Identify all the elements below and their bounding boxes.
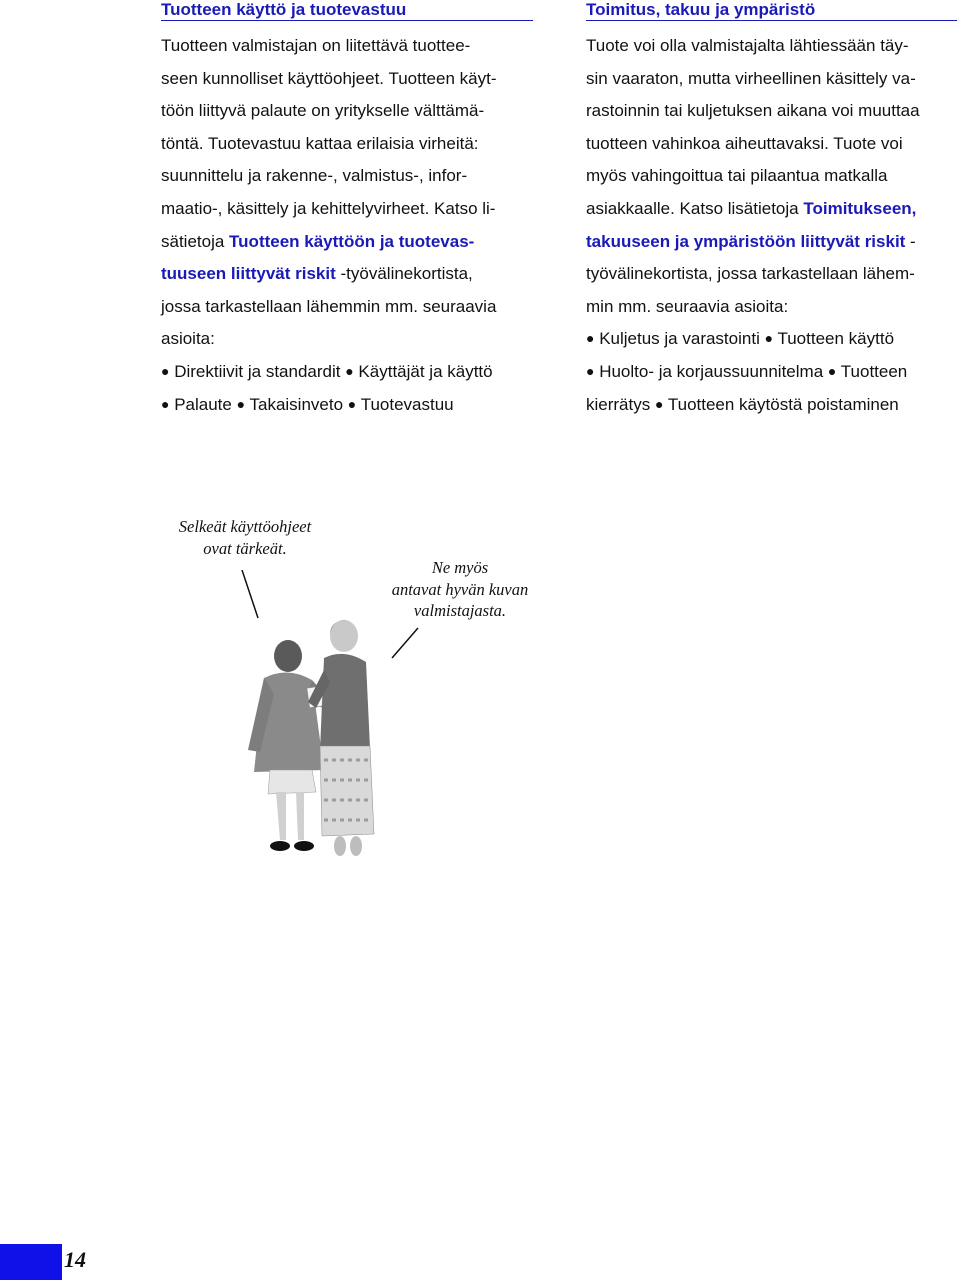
bullet-dot-icon: ● — [654, 395, 664, 412]
bullet-item: Kuljetus ja varastointi — [599, 329, 760, 349]
bullet-item: Huolto- ja korjaussuunnitelma — [599, 361, 824, 381]
speech-bubble-left — [160, 516, 330, 559]
bullet-item: Käyttäjät ja käyttö — [358, 361, 493, 381]
bullet-item: Tuotevastuu — [360, 394, 454, 414]
body-line: min mm. seuraavia asioita: — [586, 296, 789, 316]
bubble-line: valmistajasta. — [413, 601, 507, 620]
bullet-item: Palaute — [174, 394, 232, 414]
bullet-row — [586, 356, 957, 389]
body-line: asioita: — [161, 329, 215, 349]
bullet-dot-icon: ● — [827, 362, 837, 379]
bullet-row — [586, 389, 957, 422]
bullet-dot-icon: ● — [236, 395, 246, 412]
body-line — [586, 193, 957, 226]
bubble-line: ovat tärkeät. — [203, 538, 287, 558]
body-line: Tuotteen valmistajan on liitettävä tuottee- — [161, 36, 471, 55]
body-line — [161, 258, 533, 291]
bullet-dot-icon: ● — [586, 362, 595, 379]
bullet-item: kierrätys — [586, 394, 651, 414]
body-line: töntä. Tuotevastuu kattaa erilaisia virheitä: — [161, 133, 479, 153]
body-line: maatio-, käsittely ja kehittelyvirheet. Katso li- — [161, 198, 496, 218]
delivery-body — [586, 30, 957, 421]
bubble-line: Selkeät käyttöohjeet — [178, 517, 312, 536]
body-line: suunnittelu ja rakenne-, valmistus-, infor- — [161, 166, 468, 186]
risk-card-link-delivery-cont[interactable]: takuuseen ja ympäristöön liittyvät riskit — [586, 231, 906, 251]
body-text: - — [905, 231, 916, 251]
body-line: Tuote voi olla valmistajalta lähtiessään täy- — [586, 36, 909, 55]
bullet-item: Takaisinveto — [249, 394, 344, 414]
body-text: sätietoja — [161, 231, 230, 251]
risk-card-link-usage-cont[interactable]: tuuseen liittyvät riskit — [161, 264, 336, 284]
page-number: 14 — [64, 1247, 86, 1272]
bullet-item: Tuotteen — [840, 361, 908, 381]
bullet-item: Tuotteen käyttö — [777, 329, 895, 349]
body-line: myös vahingoittua tai pilaantua matkalla — [586, 166, 888, 186]
body-line: tuotteen vahinkoa aiheuttavaksi. Tuote voi — [586, 133, 903, 153]
risk-card-link-delivery[interactable]: Toimitukseen, — [803, 198, 917, 218]
bullet-row — [161, 389, 533, 422]
bullet-dot-icon: ● — [347, 395, 357, 412]
bullet-dot-icon: ● — [764, 330, 774, 347]
bubble-line: antavat hyvän kuvan — [391, 579, 529, 599]
woman-left-figure — [248, 640, 332, 851]
bullet-dot-icon: ● — [161, 362, 170, 379]
right-column — [586, 0, 957, 421]
section-heading-usage: Tuotteen käyttö ja tuotevastuu — [161, 0, 533, 21]
left-column — [161, 0, 533, 421]
body-line: töön liittyvä palaute on yritykselle välttämä- — [161, 101, 485, 121]
bubble-line: Ne myös — [431, 558, 489, 577]
section-heading-delivery: Toimitus, takuu ja ympäristö — [586, 0, 957, 21]
body-line: rastoinnin tai kuljetuksen aikana voi muuttaa — [586, 101, 920, 121]
body-line: sin vaaraton, mutta virheellinen käsittely va- — [586, 68, 916, 88]
bullet-dot-icon: ● — [345, 362, 354, 379]
bullet-dot-icon: ● — [586, 330, 595, 347]
body-line: jossa tarkastellaan lähemmin mm. seuraavia — [161, 296, 497, 316]
body-text: asiakkaalle. Katso lisätietoja — [586, 198, 804, 218]
usage-body — [161, 30, 533, 421]
risk-card-link-usage[interactable]: Tuotteen käyttöön ja tuotevas- — [229, 231, 475, 251]
bullet-row — [586, 323, 957, 356]
body-line — [161, 226, 533, 259]
bullet-row — [161, 356, 533, 389]
two-women-reading-illustration — [220, 570, 420, 870]
body-line: työvälinekortista, jossa tarkastellaan lähem- — [586, 264, 915, 284]
bullet-dot-icon: ● — [161, 395, 170, 412]
bullet-item: Direktiivit ja standardit — [174, 361, 341, 381]
body-text: -työvälinekortista, — [335, 264, 473, 284]
page-number-box — [0, 1244, 62, 1280]
body-line: seen kunnolliset käyttöohjeet. Tuotteen käyt- — [161, 68, 497, 88]
bullet-item: Tuotteen käytöstä poistaminen — [667, 394, 899, 414]
body-line — [586, 226, 957, 259]
